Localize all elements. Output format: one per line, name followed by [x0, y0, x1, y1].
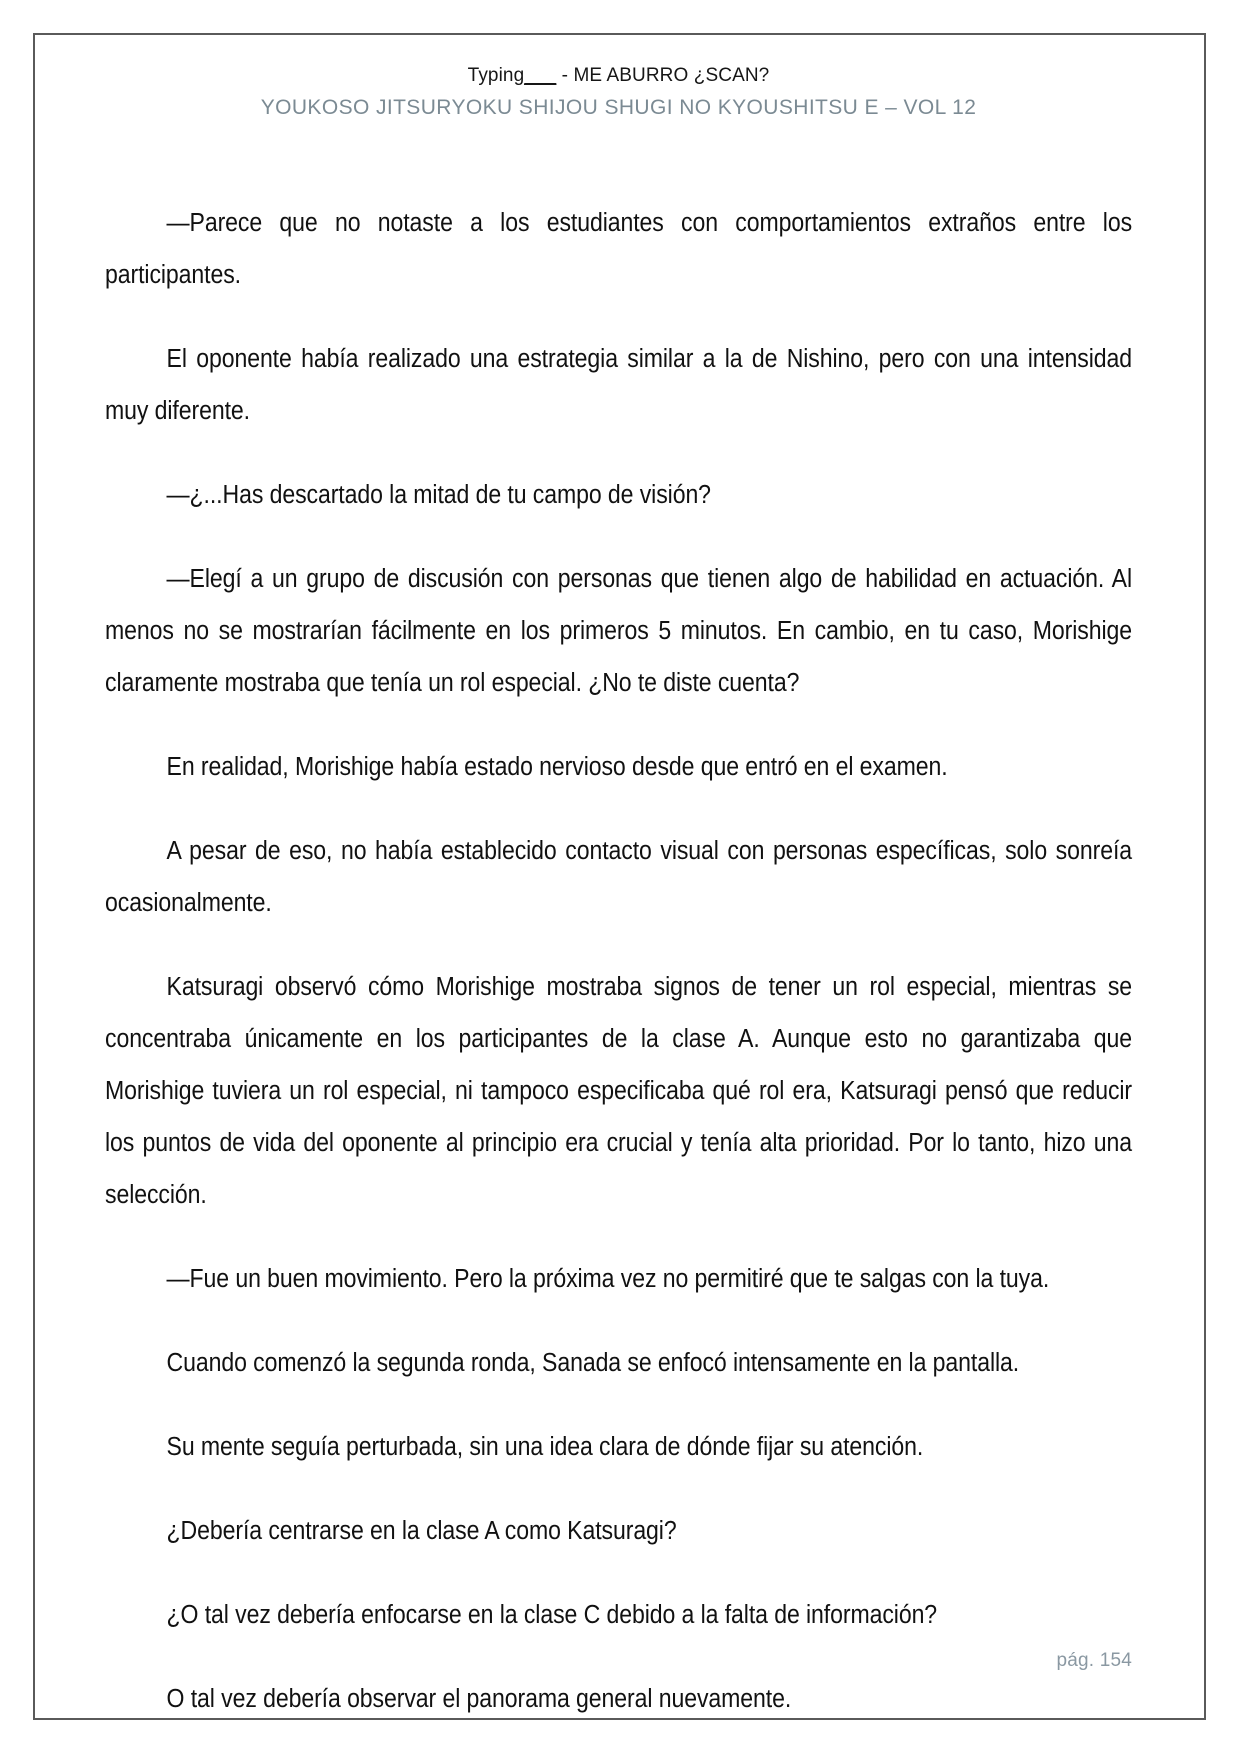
paragraph: Su mente seguía perturbada, sin una idea clara de dónde fijar su atención. [166, 1433, 924, 1461]
paragraph: O tal vez debería observar el panorama general nuevamente. [166, 1685, 792, 1713]
page-header [105, 63, 1132, 123]
page-content [35, 35, 1204, 1718]
document-page [33, 33, 1206, 1720]
paragraph: —Elegí a un grupo de discusión con personas que tienen algo de habilidad en actuación. Al menos no se mostrarían fácilmente en los primeros 5 minutos. En cambio, en tu caso, Morishige claramente mostraba que tenía un rol especial. ¿No te diste cuenta? [105, 565, 1133, 697]
header-series-title: YOUKOSO JITSURYOKU SHIJOU SHUGI NO KYOUSHITSU E – VOL 12 [260, 96, 977, 119]
paragraph: Cuando comenzó la segunda ronda, Sanada se enfocó intensamente en la pantalla. [166, 1349, 1020, 1377]
paragraph: —¿...Has descartado la mitad de tu campo de visión? [166, 481, 711, 509]
paragraph: ¿O tal vez debería enfocarse en la clase C debido a la falta de información? [166, 1601, 938, 1629]
paragraph: —Fue un buen movimiento. Pero la próxima vez no permitiré que te salgas con la tuya. [166, 1265, 1050, 1293]
paragraph: ¿Debería centrarse en la clase A como Katsuragi? [166, 1517, 677, 1545]
header-scanlation-credit [105, 63, 1132, 89]
paragraph: Katsuragi observó cómo Morishige mostraba signos de tener un rol especial, mientras se concentraba únicamente en los participantes de la clase A. Aunque esto no garantizaba que Morishige tuviera un rol especial, ni tampoco especificaba qué rol era, Katsuragi pensó que reducir los puntos de vida del oponente al principio era crucial y tenía alta prioridad. Por lo tanto, hizo una selección. [105, 973, 1133, 1209]
paragraph: A pesar de eso, no había establecido contacto visual con personas específicas, solo sonreía ocasionalmente. [105, 837, 1133, 917]
header-credit-suffix: - ME ABURRO ¿SCAN? [556, 65, 770, 86]
body-text [105, 197, 1132, 1720]
paragraph: —Parece que no notaste a los estudiantes con comportamientos extraños entre los participantes. [105, 209, 1133, 289]
header-credit-underline: ___ [524, 65, 557, 86]
paragraph: El oponente había realizado una estrategia similar a la de Nishino, pero con una intensidad muy diferente. [105, 345, 1133, 425]
paragraph: En realidad, Morishige había estado nervioso desde que entró en el examen. [166, 753, 948, 781]
page-number-footer: pág. 154 [1056, 1650, 1132, 1671]
header-credit-prefix: Typing [467, 65, 525, 86]
